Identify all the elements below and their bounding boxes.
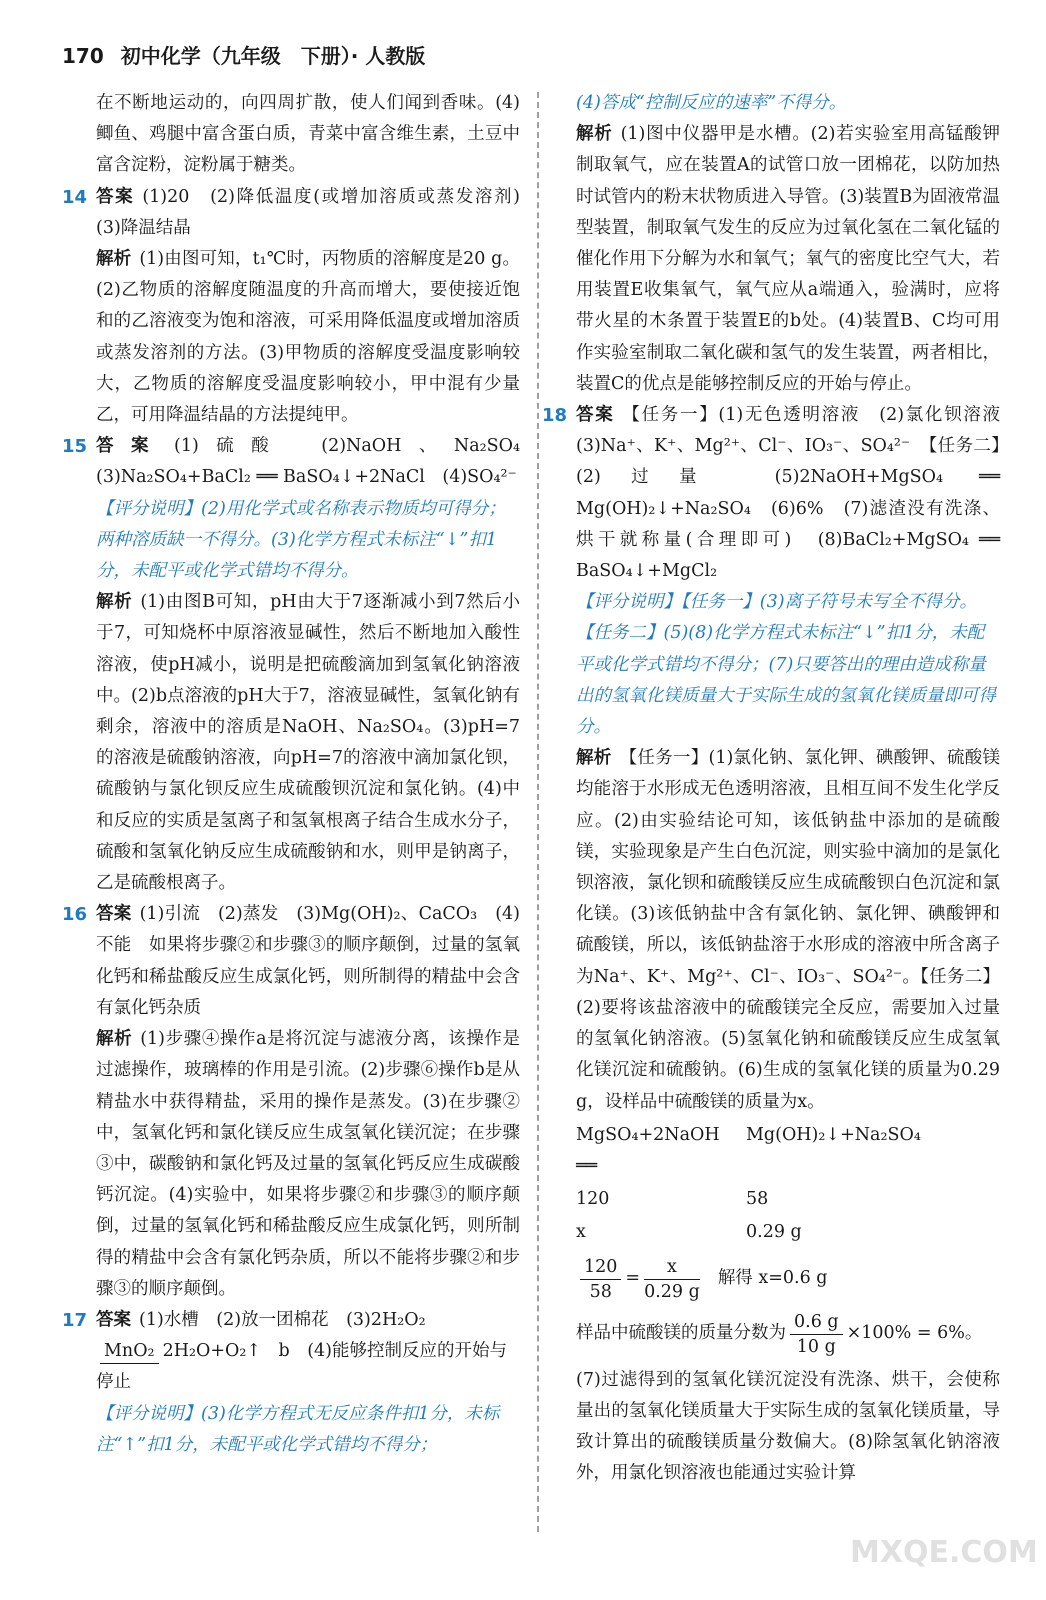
equation-left: MgSO₄+2NaOH ══: [576, 1124, 720, 1176]
answer: [96, 182, 538, 244]
answer: [96, 1305, 520, 1336]
right-column: [542, 88, 1018, 1489]
analysis-label: 解析: [96, 592, 133, 613]
analysis-end: (7)过滤得到的氢氧化镁沉淀没有洗涤、烘干，会使称量出的氢氧化镁质量大于实际生成的氢氧化镁质量，导致计算出的硫酸镁质量分数偏大。(8)除氢氧化钠溶液外，用氯化钡溶液也能通过实验计算: [576, 1369, 1000, 1484]
answer-label: 答案: [96, 186, 135, 207]
answer-text: (1)引流 (2)蒸发 (3)Mg(OH)₂、CaCO₃ (4)不能 如果将步骤②和步骤③的顺序颠倒，过量的氢氧化钙和稀盐酸反应生成氯化钙，则所制得的精盐中会含有氯化钙杂质: [96, 904, 521, 1018]
answer-text: 【任务一】(1)无色透明溶液 (2)氯化钡溶液 (3)Na⁺、K⁺、Mg²⁺、Cl⁻、IO₃⁻、SO₄²⁻ 【任务二】(2)过量 (5)2NaOH+MgSO₄ ══ Mg(OH)₂↓+Na₂SO₄ (6)6% (7)滤渣没有洗涤、烘干就称量(合理即可) (8)BaCl₂+MgSO₄ ══ BaSO₄↓+MgCl₂: [576, 405, 1018, 582]
fraction-denominator: 58: [589, 1281, 612, 1302]
answer-label: 答案: [96, 904, 132, 925]
equation-right: Mg(OH)₂↓+Na₂SO₄: [746, 1124, 921, 1145]
answer-text: (1)硫酸 (2)NaOH、Na₂SO₄ (3)Na₂SO₄+BaCl₂ ══ BaSO₄↓+2NaCl (4)SO₄²⁻: [96, 436, 538, 488]
answer: [576, 400, 1018, 587]
watermark-logo: [846, 1520, 1038, 1580]
analysis-label: 解析: [96, 249, 132, 270]
reaction-condition: [100, 1339, 159, 1364]
scoring-note-cont: (4)答成“控制反应的速率”不得分。: [576, 93, 847, 113]
fraction-2: [644, 1255, 700, 1304]
solve-result: 解得 x=0.6 g: [717, 1268, 828, 1289]
column-divider: [537, 92, 539, 1532]
question-number: 16: [62, 904, 88, 926]
question-17: [62, 1305, 520, 1461]
answer-label: 答案: [96, 436, 166, 457]
scoring-note: 【评分说明】(2)用化学式或名称表示物质均可得分；两种溶质缺一不得分。(3)化学方程式未标注“↓”扣1分，未配平或化学式错均不得分。: [96, 498, 506, 582]
answer-label: 答案: [576, 405, 615, 426]
question-number: 17: [62, 1309, 88, 1331]
analysis-label: 解析: [576, 124, 613, 145]
fraction-denominator: 0.29 g: [644, 1281, 700, 1302]
question-number: 15: [62, 436, 88, 458]
molar-mass-1: 120: [576, 1189, 610, 1210]
catalyst: MnO₂: [100, 1339, 159, 1364]
proportion-line: [576, 1255, 1000, 1304]
page-header: [62, 40, 425, 69]
continuation-text: 在不断地运动的，向四周扩散，使人们闻到香味。(4)鲫鱼、鸡腿中富含蛋白质，青菜中富含维生素，土豆中富含淀粉，淀粉属于糖类。: [96, 93, 520, 176]
mass-fraction-line: [576, 1310, 1000, 1359]
analysis-text: 【任务一】(1)氯化钠、氯化钾、碘酸钾、硫酸镁均能溶于水形成无色透明溶液，且相互间不发生化学反应。(2)由实验结论可知，该低钠盐中添加的是硫酸镁，实验现象是产生白色沉淀，则实验中滴加的是氯化钡溶液，氯化钡和硫酸镁反应生成硫酸钡白色沉淀和氯化镁。(3)该低钠盐中含有氯化钠、氯化钾、碘酸钾和硫酸镁，所以，该低钠盐溶于水形成的溶液中所含离子为Na⁺、K⁺、Mg²⁺、Cl⁻、IO₃⁻、SO₄²⁻。【任务二】(2)要将该盐溶液中的硫酸镁完全反应，需要加入过量的氢氧化钠溶液。(5)氢氧化钠和硫酸镁反应生成氢氧化镁沉淀和硫酸钠。(6)生成的氢氧化镁的质量为0.29 g，设样品中硫酸镁的质量为x。: [576, 748, 1001, 1112]
answer-label: 答案: [96, 1309, 131, 1330]
calculation-block: [576, 1120, 1000, 1249]
question-18: [542, 400, 1018, 1489]
analysis: [96, 587, 520, 899]
question-number: 14: [62, 186, 88, 208]
analysis: [96, 244, 520, 431]
answer: [96, 899, 520, 1024]
analysis: [576, 743, 1000, 1117]
answer-text: (1)20 (2)降低温度(或增加溶质或蒸发溶剂) (3)降温结晶: [96, 186, 538, 238]
analysis-text: (1)由图B可知，pH由大于7逐渐减小到7然后小于7，可知烧杯中原溶液显碱性，然后不断地加入酸性溶液，使pH减小，说明是把硫酸滴加到氢氧化钠溶液中。(2)b点溶液的pH大于7，溶液显碱性，氢氧化钠有剩余，溶液中的溶质是NaOH、Na₂SO₄。(3)pH=7的溶液是硫酸钠溶液，向pH=7的溶液中滴加氯化钡，硫酸钠与氯化钡反应生成硫酸钡沉淀和氯化钠。(4)中和反应的实质是氢离子和氢氧根离子结合生成水分子，硫酸和氢氧化钠反应生成硫酸钠和水，则甲是钠离子，乙是硫酸根离子。: [96, 592, 520, 894]
analysis-text: (1)步骤④操作a是将沉淀与滤液分离，该操作是过滤操作，玻璃棒的作用是引流。(2)步骤⑥操作b是从精盐水中获得精盐，采用的操作是蒸发。(3)在步骤②中，氢氧化钙和氯化镁反应生成氢氧化镁沉淀；在步骤③中，碳酸钠和氯化钙及过量的氢氧化钙反应生成碳酸钙沉淀。(4)实验中，如果将步骤②和步骤③的顺序颠倒，过量的氢氧化钙和稀盐酸反应生成氯化钙，则所制得的精盐中会含有氯化钙杂质，所以不能将步骤②和步骤③的顺序颠倒。: [96, 1029, 520, 1299]
scoring-note: 【评分说明】(3)化学方程式无反应条件扣1分，未标注“↑”扣1分，未配平或化学式错均不得分；: [96, 1403, 500, 1455]
analysis-text: (1)由图可知，t₁℃时，丙物质的溶解度是20 g。(2)乙物质的溶解度随温度的升高而增大，要使接近饱和的乙溶液变为饱和溶液，可采用降低温度或增加溶质或蒸发溶剂的方法。(3)甲物质的溶解度受温度影响较大，乙物质的溶解度受温度影响较小，甲中混有少量乙，可用降温结晶的方法提纯甲。: [96, 249, 520, 426]
question-number: 18: [542, 405, 568, 427]
fraction-numerator: 120: [580, 1255, 621, 1280]
question-16: [62, 899, 521, 1305]
answer: [96, 431, 538, 493]
answer-text: (1)水槽 (2)放一团棉花 (3)2H₂O₂: [139, 1309, 426, 1330]
analysis-text: (1)图中仪器甲是水槽。(2)若实验室用高锰酸钾制取氧气，应在装置A的试管口放一团棉花，以防加热时试管内的粉末状物质进入导管。(3)装置B为固液常温型装置，制取氧气发生的反应为过氧化氢在二氧化锰的催化作用下分解为水和氧气；氧气的密度比空气大，若用装置E收集氧气，氧气应从a端通入，验满时，应将带火星的木条置于装置E的b处。(4)装置B、C均可用作实验室制取二氧化碳和氢气的发生装置，两者相比，装置C的优点是能够控制反应的开始与停止。: [576, 124, 1001, 394]
mass-fraction-tail: ×100% = 6%。: [846, 1323, 983, 1344]
question-14: [62, 182, 538, 432]
known-value: 0.29 g: [746, 1222, 802, 1243]
scoring-note: 【评分说明】【任务一】(3)离子符号未写全不得分。【任务二】(5)(8)化学方程式未标注“↓”扣1分，未配平或化学式错均不得分；(7)只要答出的理由造成称量出的氢氧化镁质量大于实际生成的氢氧化镁质量即可得分。: [576, 592, 996, 738]
molar-mass-2: 58: [746, 1189, 769, 1210]
analysis-label: 解析: [96, 1029, 133, 1050]
analysis: [96, 1024, 520, 1305]
fraction-numerator: x: [644, 1255, 700, 1280]
question-15: [62, 431, 538, 899]
analysis-label: 解析: [576, 748, 612, 769]
equals-sign: =: [625, 1268, 641, 1289]
fraction-numerator: 0.6 g: [790, 1310, 843, 1335]
q17-analysis: [576, 119, 1000, 400]
page-number: 170: [62, 44, 104, 68]
fraction-denominator: 10 g: [796, 1336, 836, 1357]
unknown-value: x: [576, 1222, 586, 1243]
mass-fraction-text: 样品中硫酸镁的质量分数为: [576, 1323, 786, 1344]
left-column: [62, 88, 538, 1461]
answer-text-cont: 2H₂O+O₂↑ b (4)能够控制反应的开始与停止: [96, 1341, 507, 1393]
fraction-3: [790, 1310, 843, 1359]
watermark-text: MXQE.COM: [850, 1535, 1038, 1570]
book-title: 初中化学（九年级 下册）· 人教版: [120, 44, 426, 68]
fraction-1: [580, 1255, 621, 1304]
equation-line: [96, 1336, 520, 1398]
